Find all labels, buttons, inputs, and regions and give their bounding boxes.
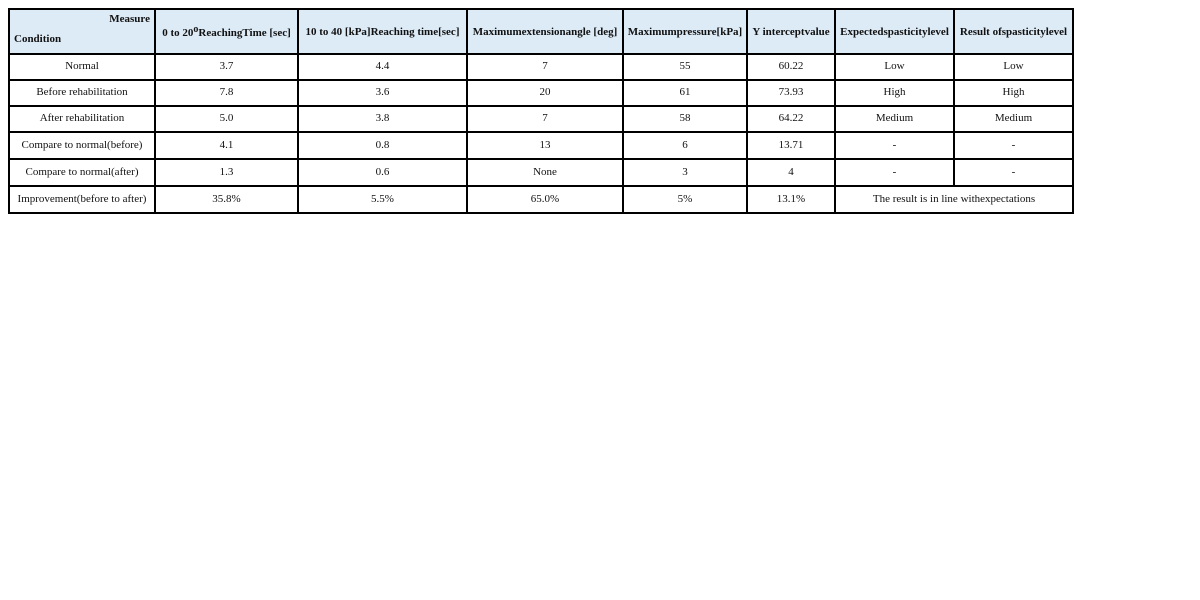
header-reach-20deg-prefix: 0 to 20 bbox=[162, 27, 194, 39]
table-row bbox=[9, 132, 1073, 159]
cell-expected-level: High bbox=[835, 80, 954, 106]
results-table bbox=[8, 8, 1074, 214]
cell-conclusion: The result is in line withexpectations bbox=[835, 186, 1073, 213]
cell-max-angle: 65.0% bbox=[467, 186, 623, 213]
cell-condition: After rehabilitation bbox=[9, 106, 155, 132]
header-reach-20deg-suffix: ReachingTime [sec] bbox=[198, 27, 291, 39]
cell-reach-kpa: 0.6 bbox=[298, 159, 467, 186]
condition-label: Condition bbox=[14, 33, 62, 45]
cell-reach-kpa: 4.4 bbox=[298, 54, 467, 80]
cell-y-intercept: 73.93 bbox=[747, 80, 835, 106]
cell-y-intercept: 64.22 bbox=[747, 106, 835, 132]
cell-result-level: - bbox=[954, 159, 1073, 186]
header-row bbox=[9, 9, 1073, 54]
header-max-angle: Maximumextensionangle [deg] bbox=[467, 9, 623, 54]
cell-reach-20deg: 1.3 bbox=[155, 159, 298, 186]
header-max-pressure: Maximumpressure[kPa] bbox=[623, 9, 747, 54]
cell-reach-20deg: 5.0 bbox=[155, 106, 298, 132]
cell-max-pressure: 55 bbox=[623, 54, 747, 80]
cell-reach-20deg: 4.1 bbox=[155, 132, 298, 159]
cell-condition: Before rehabilitation bbox=[9, 80, 155, 106]
cell-result-level: High bbox=[954, 80, 1073, 106]
table-row bbox=[9, 106, 1073, 132]
cell-condition: Normal bbox=[9, 54, 155, 80]
cell-result-level: Medium bbox=[954, 106, 1073, 132]
cell-result-level: Low bbox=[954, 54, 1073, 80]
cell-reach-20deg: 35.8% bbox=[155, 186, 298, 213]
cell-max-angle: 13 bbox=[467, 132, 623, 159]
cell-max-angle: 7 bbox=[467, 106, 623, 132]
cell-reach-kpa: 3.8 bbox=[298, 106, 467, 132]
table-row bbox=[9, 159, 1073, 186]
cell-expected-level: Low bbox=[835, 54, 954, 80]
cell-max-angle: 20 bbox=[467, 80, 623, 106]
improvement-row bbox=[9, 186, 1073, 213]
cell-y-intercept: 60.22 bbox=[747, 54, 835, 80]
cell-y-intercept: 4 bbox=[747, 159, 835, 186]
cell-max-pressure: 61 bbox=[623, 80, 747, 106]
cell-reach-kpa: 5.5% bbox=[298, 186, 467, 213]
cell-reach-kpa: 0.8 bbox=[298, 132, 467, 159]
cell-expected-level: - bbox=[835, 159, 954, 186]
cell-max-angle: 7 bbox=[467, 54, 623, 80]
cell-max-angle: None bbox=[467, 159, 623, 186]
cell-reach-kpa: 3.6 bbox=[298, 80, 467, 106]
cell-expected-level: - bbox=[835, 132, 954, 159]
cell-y-intercept: 13.1% bbox=[747, 186, 835, 213]
cell-y-intercept: 13.71 bbox=[747, 132, 835, 159]
table-row bbox=[9, 80, 1073, 106]
degree-superscript: o bbox=[193, 24, 199, 35]
corner-header-cell bbox=[9, 9, 155, 54]
cell-reach-20deg: 7.8 bbox=[155, 80, 298, 106]
cell-result-level: - bbox=[954, 132, 1073, 159]
cell-condition: Improvement(before to after) bbox=[9, 186, 155, 213]
cell-max-pressure: 5% bbox=[623, 186, 747, 213]
cell-expected-level: Medium bbox=[835, 106, 954, 132]
cell-max-pressure: 3 bbox=[623, 159, 747, 186]
header-reach-kpa: 10 to 40 [kPa]Reaching time[sec] bbox=[298, 9, 467, 54]
header-reach-20deg bbox=[155, 9, 298, 54]
header-result-level: Result ofspasticitylevel bbox=[954, 9, 1073, 54]
header-expected-level: Expectedspasticitylevel bbox=[835, 9, 954, 54]
cell-condition: Compare to normal(after) bbox=[9, 159, 155, 186]
table-row bbox=[9, 54, 1073, 80]
measure-label: Measure bbox=[109, 13, 150, 25]
cell-reach-20deg: 3.7 bbox=[155, 54, 298, 80]
cell-max-pressure: 58 bbox=[623, 106, 747, 132]
header-y-intercept: Y interceptvalue bbox=[747, 9, 835, 54]
cell-condition: Compare to normal(before) bbox=[9, 132, 155, 159]
cell-max-pressure: 6 bbox=[623, 132, 747, 159]
